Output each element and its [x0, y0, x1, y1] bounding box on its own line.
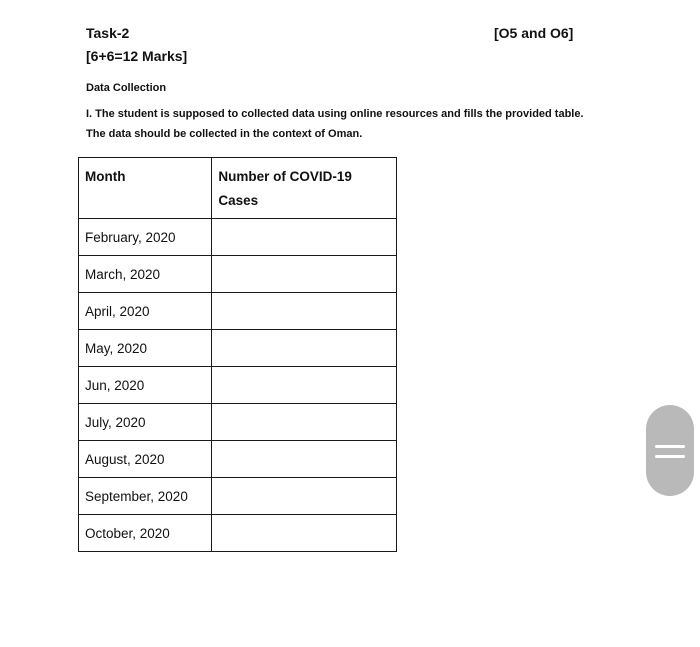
cases-cell[interactable]	[212, 441, 397, 478]
table-row	[79, 441, 397, 478]
cases-cell[interactable]	[212, 293, 397, 330]
month-cell: October, 2020	[79, 515, 212, 552]
covid-cases-table	[78, 157, 397, 552]
table-row	[79, 478, 397, 515]
instruction-line-1: I. The student is supposed to collected data using online resources and fills the provided table.	[86, 108, 584, 120]
month-cell: July, 2020	[79, 404, 212, 441]
month-column-header: Month	[79, 158, 212, 219]
table-row	[79, 219, 397, 256]
instruction-line-2: The data should be collected in the context of Oman.	[86, 128, 363, 140]
table-row	[79, 367, 397, 404]
month-cell: August, 2020	[79, 441, 212, 478]
drag-handle-icon	[655, 445, 685, 448]
month-cell: September, 2020	[79, 478, 212, 515]
section-heading: Data Collection	[86, 82, 167, 94]
table-row	[79, 330, 397, 367]
cases-column-header: Number of COVID-19 Cases	[212, 158, 397, 219]
cases-cell[interactable]	[212, 404, 397, 441]
table-row	[79, 515, 397, 552]
marks-allocation: [6+6=12 Marks]	[86, 48, 188, 64]
month-cell: February, 2020	[79, 219, 212, 256]
cases-cell[interactable]	[212, 219, 397, 256]
cases-cell[interactable]	[212, 256, 397, 293]
table-row	[79, 404, 397, 441]
month-cell: April, 2020	[79, 293, 212, 330]
cases-cell[interactable]	[212, 478, 397, 515]
month-cell: March, 2020	[79, 256, 212, 293]
month-cell: Jun, 2020	[79, 367, 212, 404]
cases-cell[interactable]	[212, 367, 397, 404]
table-row	[79, 293, 397, 330]
table-header-row	[79, 158, 397, 219]
month-cell: May, 2020	[79, 330, 212, 367]
task-title: Task-2	[86, 25, 130, 41]
scroll-handle[interactable]	[646, 405, 694, 496]
cases-cell[interactable]	[212, 330, 397, 367]
table-row	[79, 256, 397, 293]
drag-handle-icon	[655, 455, 685, 458]
learning-outcomes: [O5 and O6]	[494, 25, 574, 41]
cases-cell[interactable]	[212, 515, 397, 552]
